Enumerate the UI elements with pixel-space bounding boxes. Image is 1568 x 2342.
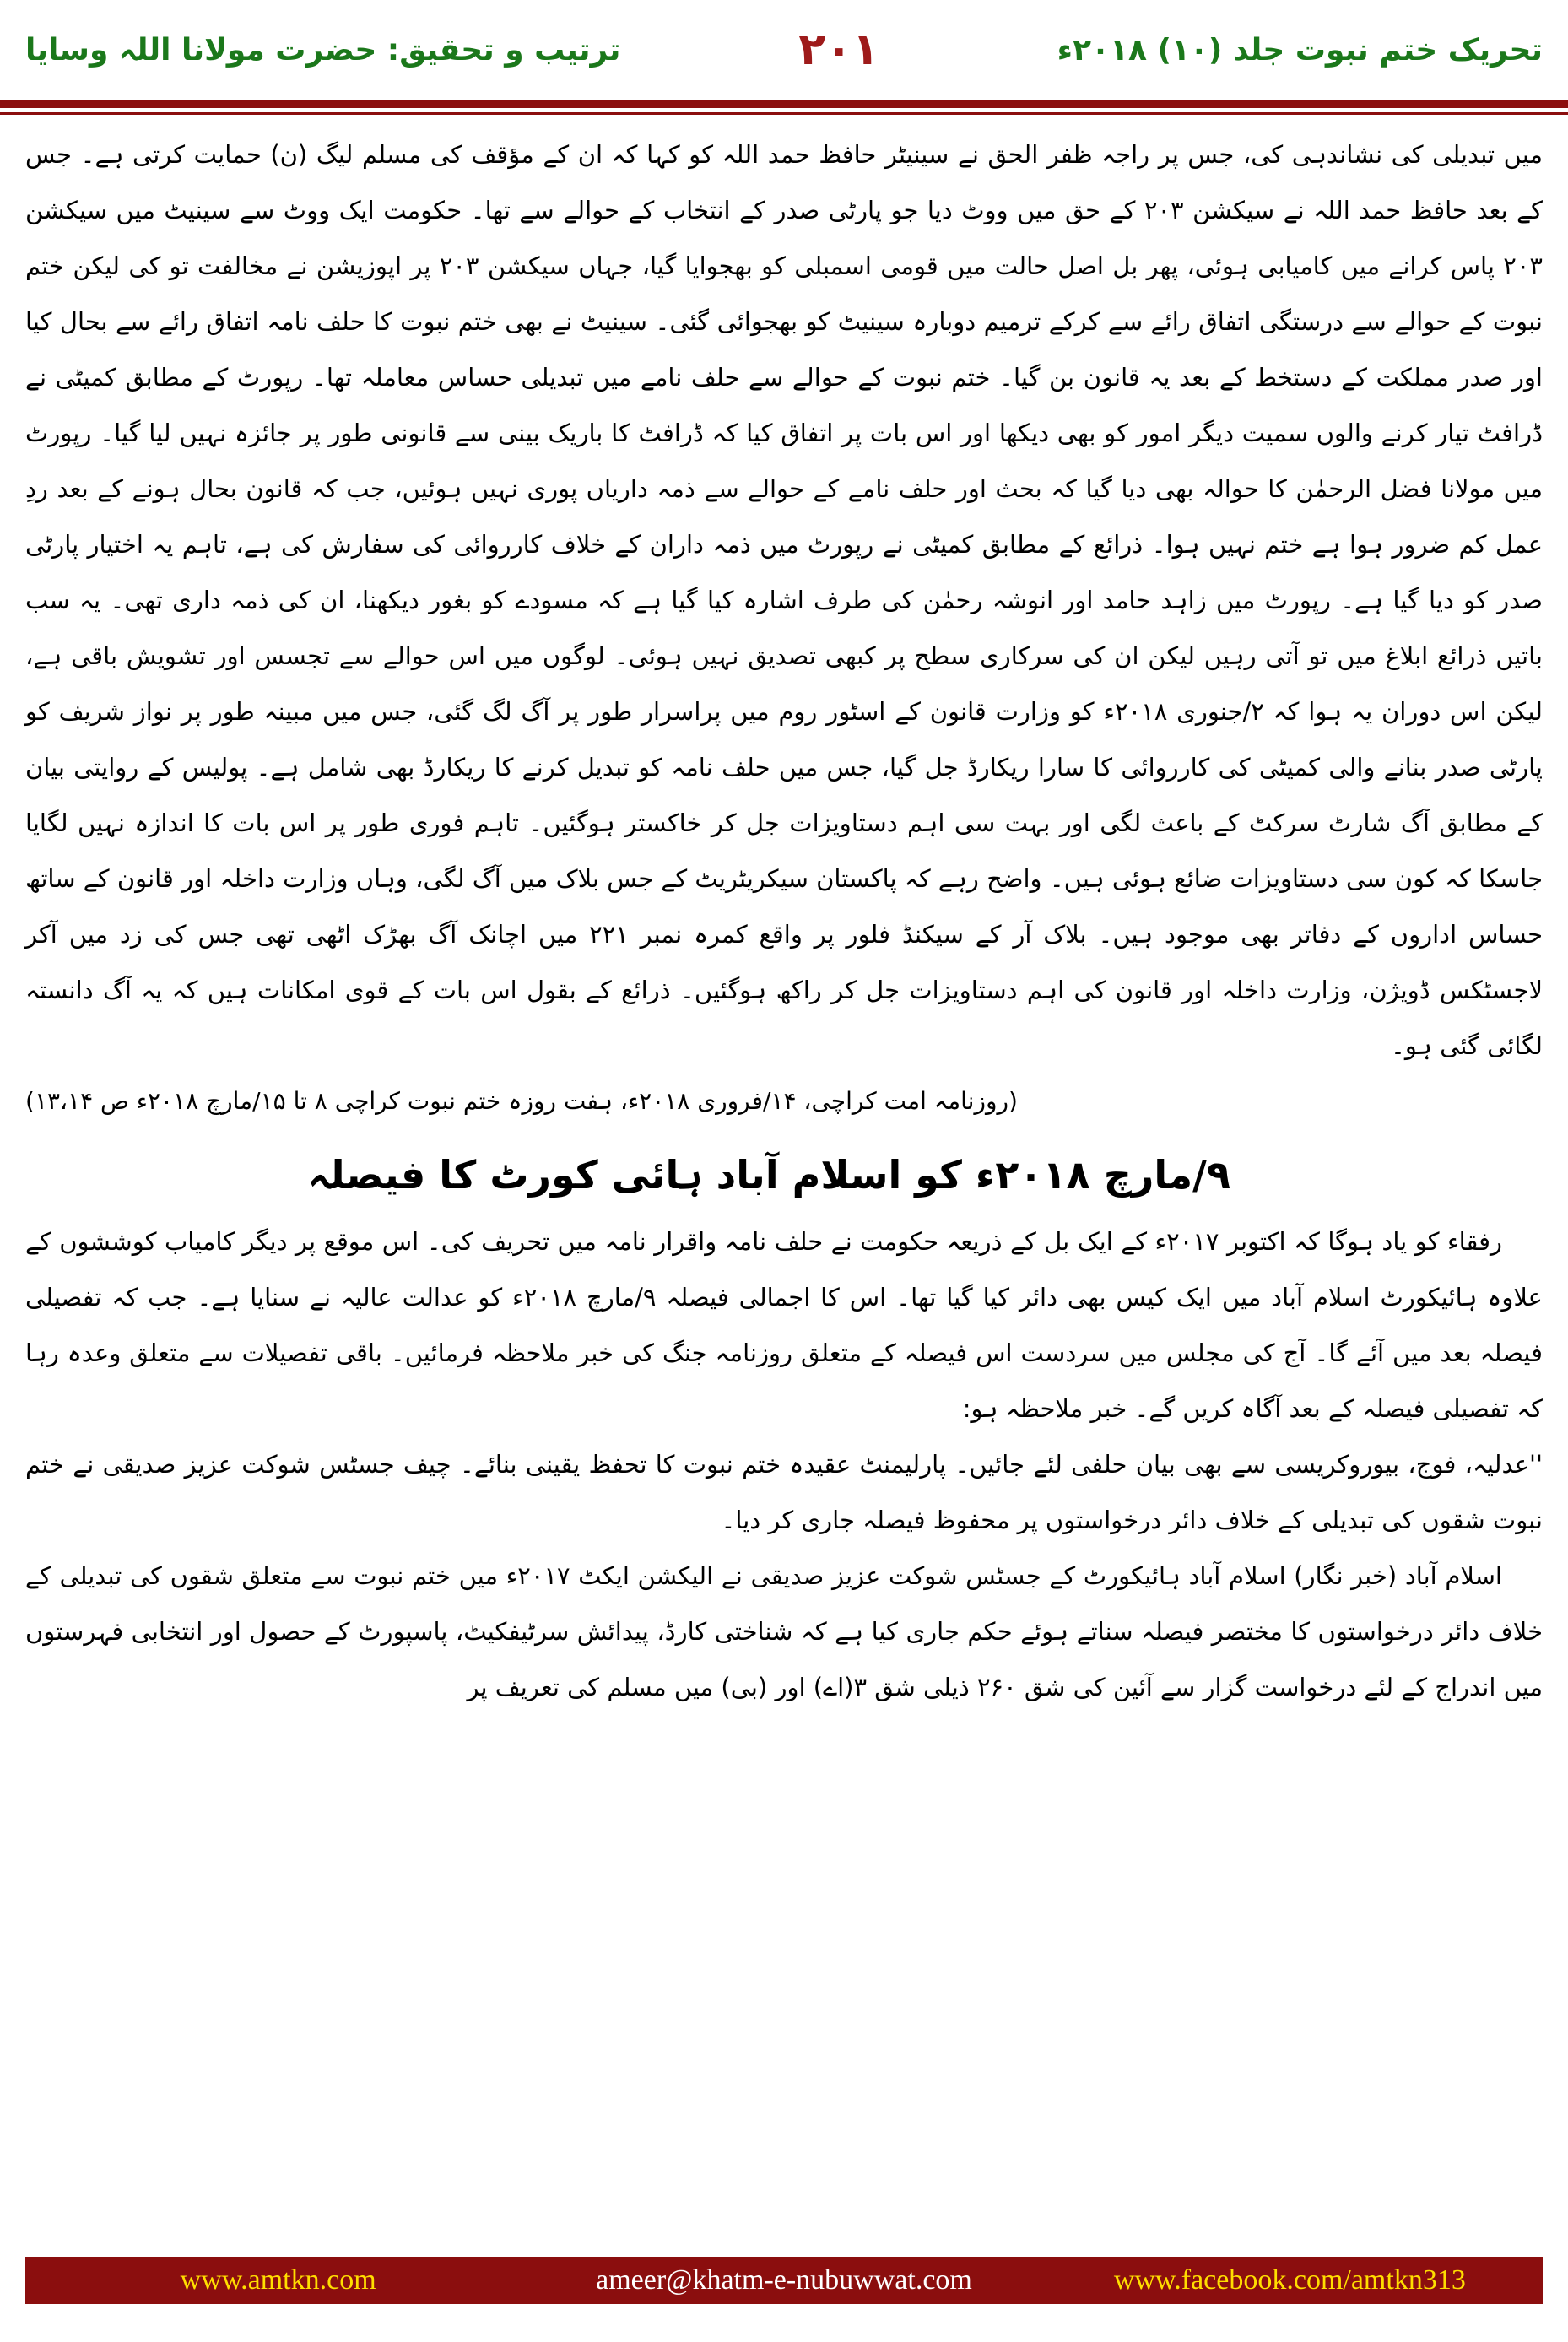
credit-line: ترتیب و تحقیق: حضرت مولانا اللہ وسایا [25,32,621,68]
body-paragraph-3: اسلام آباد (خبر نگار) اسلام آباد ہائیکورٹ کے جسٹس شوکت عزیز صدیقی نے الیکشن ایکٹ ۲۰۱۷ء میں ختم نبوت سے متعلق شقوں کی تبدیلی کے خلاف دائر درخواستوں کا مختصر فیصلہ سناتے ہوئے حکم جاری کیا ہے کہ شناختی کارڈ، پیدائش سرٹیفکیٹ، پاسپورٹ کے حصول اور انتخابی فہرستوں میں اندراج کے لئے درخواست گزار سے آئین کی شق ۲۶۰ ذیلی شق ۳(اے) اور (بی) میں مسلم کی تعریف پر [25,1561,1543,1701]
page-number: ۲۰۱ [798,24,879,75]
section-heading: ۹/مارچ ۲۰۱۸ء کو اسلام آباد ہائی کورٹ کا فیصلہ [307,1152,1230,1198]
body-paragraph-2: رفقاء کو یاد ہوگا کہ اکتوبر ۲۰۱۷ء کے ایک بل کے ذریعہ حکومت نے حلف نامہ واقرار نامہ میں تحریف کی۔ اس موقع پر دیگر کامیاب کوششوں کے علاوہ ہائیکورٹ اسلام آباد میں ایک کیس بھی دائر کیا گیا تھا۔ اس کا اجمالی فیصلہ ۹/مارچ ۲۰۱۸ء کو عدالت عالیہ نے سنایا ہے۔ جب کہ تفصیلی فیصلہ بعد میں آئے گا۔ آج کی مجلس میں سردست اس فیصلہ کے متعلق روزنامہ جنگ کی خبر ملاحظہ فرمائیں۔ باقی تفصیلات سے متعلق وعدہ رہا کہ تفصیلی فیصلہ کے بعد آگاہ کریں گے۔ خبر ملاحظہ ہو: [25,1227,1543,1423]
divider-thick-rule [0,100,1568,108]
page-body [0,115,1568,1715]
facebook-link[interactable]: www.facebook.com/amtkn313 [1113,2264,1466,2296]
body-paragraph-1: میں تبدیلی کی نشاندہی کی، جس پر راجہ ظفر الحق نے سینیٹر حافظ حمد اللہ کو کہا کہ ان کے مؤقف کی مسلم لیگ (ن) حمایت کرتی ہے۔ جس کے بعد حافظ حمد اللہ نے سیکشن ۲۰۳ کے حق میں ووٹ دیا جو پارٹی صدر کے انتخاب کے حوالے سے تھا۔ حکومت ایک ووٹ سے سینیٹ میں سیکشن ۲۰۳ پاس کرانے میں کامیابی ہوئی، پھر بل اصل حالت میں قومی اسمبلی کو بھجوایا گیا، جہاں سیکشن ۲۰۳ پر اپوزیشن نے مخالفت تو کی لیکن ختم نبوت کے حوالے سے درستگی اتفاق رائے سے کرکے ترمیم دوبارہ سینیٹ کو بھجوائی گئی۔ سینیٹ نے بھی ختم نبوت کا حلف نامہ اتفاق رائے سے بحال کیا اور صدر مملکت کے دستخط کے بعد یہ قانون بن گیا۔ ختم نبوت کے حوالے سے حلف نامے میں تبدیلی حساس معاملہ تھا۔ رپورٹ کے مطابق کمیٹی نے ڈرافٹ تیار کرنے والوں سمیت دیگر امور کو بھی دیکھا اور اس بات پر اتفاق کیا کہ ڈرافٹ کا باریک بینی سے قانونی طور پر جائزہ نہیں لیا گیا۔ رپورٹ میں مولانا فضل الرحمٰن کا حوالہ بھی دیا گیا کہ بحث اور حلف نامے کے حوالے سے ذمہ داریاں پوری نہیں ہوئیں، جب کہ قانون بحال ہونے کے بعد ردِ عمل کم ضرور ہوا ہے ختم نہیں ہوا۔ ذرائع کے مطابق کمیٹی نے رپورٹ میں ذمہ داران کے خلاف کارروائی کی سفارش کی ہے، تاہم یہ اختیار پارٹی صدر کو دیا گیا ہے۔ رپورٹ میں زاہد حامد اور انوشہ رحمٰن کی طرف اشارہ کیا گیا ہے کہ مسودے کو بغور دیکھنا، ان کی ذمہ داری تھی۔ یہ سب باتیں ذرائع ابلاغ میں تو آتی رہیں لیکن ان کی سرکاری سطح پر کبھی تصدیق نہیں ہوئی۔ لوگوں میں اس حوالے سے تجسس اور تشویش باقی ہے، لیکن اس دوران یہ ہوا کہ ۲/جنوری ۲۰۱۸ء کو وزارت قانون کے اسٹور روم میں پراسرار طور پر آگ لگ گئی، جس میں مبینہ طور پر نواز شریف کو پارٹی صدر بنانے والی کمیٹی کی کارروائی کا سارا ریکارڈ جل گیا، جس میں حلف نامہ کو تبدیل کرنے کا ریکارڈ بھی شامل ہے۔ پولیس کے روایتی بیان کے مطابق آگ شارٹ سرکٹ کے باعث لگی اور بہت سی اہم دستاویزات جل کر خاکستر ہوگئیں۔ تاہم فوری طور پر اس بات کا اندازہ نہیں لگایا جاسکا کہ کون سی دستاویزات ضائع ہوئی ہیں۔ واضح رہے کہ پاکستان سیکریٹریٹ کے جس بلاک میں آگ لگی، وہاں وزارت داخلہ اور قانون کے ساتھ حساس اداروں کے دفاتر بھی موجود ہیں۔ بلاک آر کے سیکنڈ فلور پر واقع کمرہ نمبر ۲۲۱ میں اچانک آگ بھڑک اٹھی تھی جس کی زد میں آکر لاجسٹکس ڈویژن، وزارت داخلہ اور قانون کی اہم دستاویزات جل کر راکھ ہوگئیں۔ ذرائع کے بقول اس بات کے قوی امکانات ہیں کہ یہ آگ دانستہ لگائی گئی ہو۔ [25,140,1544,1060]
email-link[interactable]: ameer@khatm-e-nubuwwat.com [596,2264,972,2296]
page-footer [25,2257,1543,2304]
website-link[interactable]: www.amtkn.com [180,2264,376,2296]
quoted-news-paragraph: ''عدلیہ، فوج، بیوروکریسی سے بھی بیان حلفی لئے جائیں۔ پارلیمنٹ عقیدہ ختم نبوت کا تحفظ یقینی بنائے۔ چیف جسٹس شوکت عزیز صدیقی نے ختم نبوت شقوں کی تبدیلی کے خلاف دائر درخواستوں پر محفوظ فیصلہ جاری کر دیا۔ [25,1450,1543,1534]
book-title: تحریک ختم نبوت جلد (۱۰) ۲۰۱۸ء [1057,32,1543,68]
header-divider [0,100,1568,115]
page-header [0,0,1568,100]
citation-line: (روزنامہ امت کراچی، ۱۴/فروری ۲۰۱۸ء، ہفت روزہ ختم نبوت کراچی ۸ تا ۱۵/مارچ ۲۰۱۸ء ص ۱۳،۱۴) [25,1087,1018,1115]
